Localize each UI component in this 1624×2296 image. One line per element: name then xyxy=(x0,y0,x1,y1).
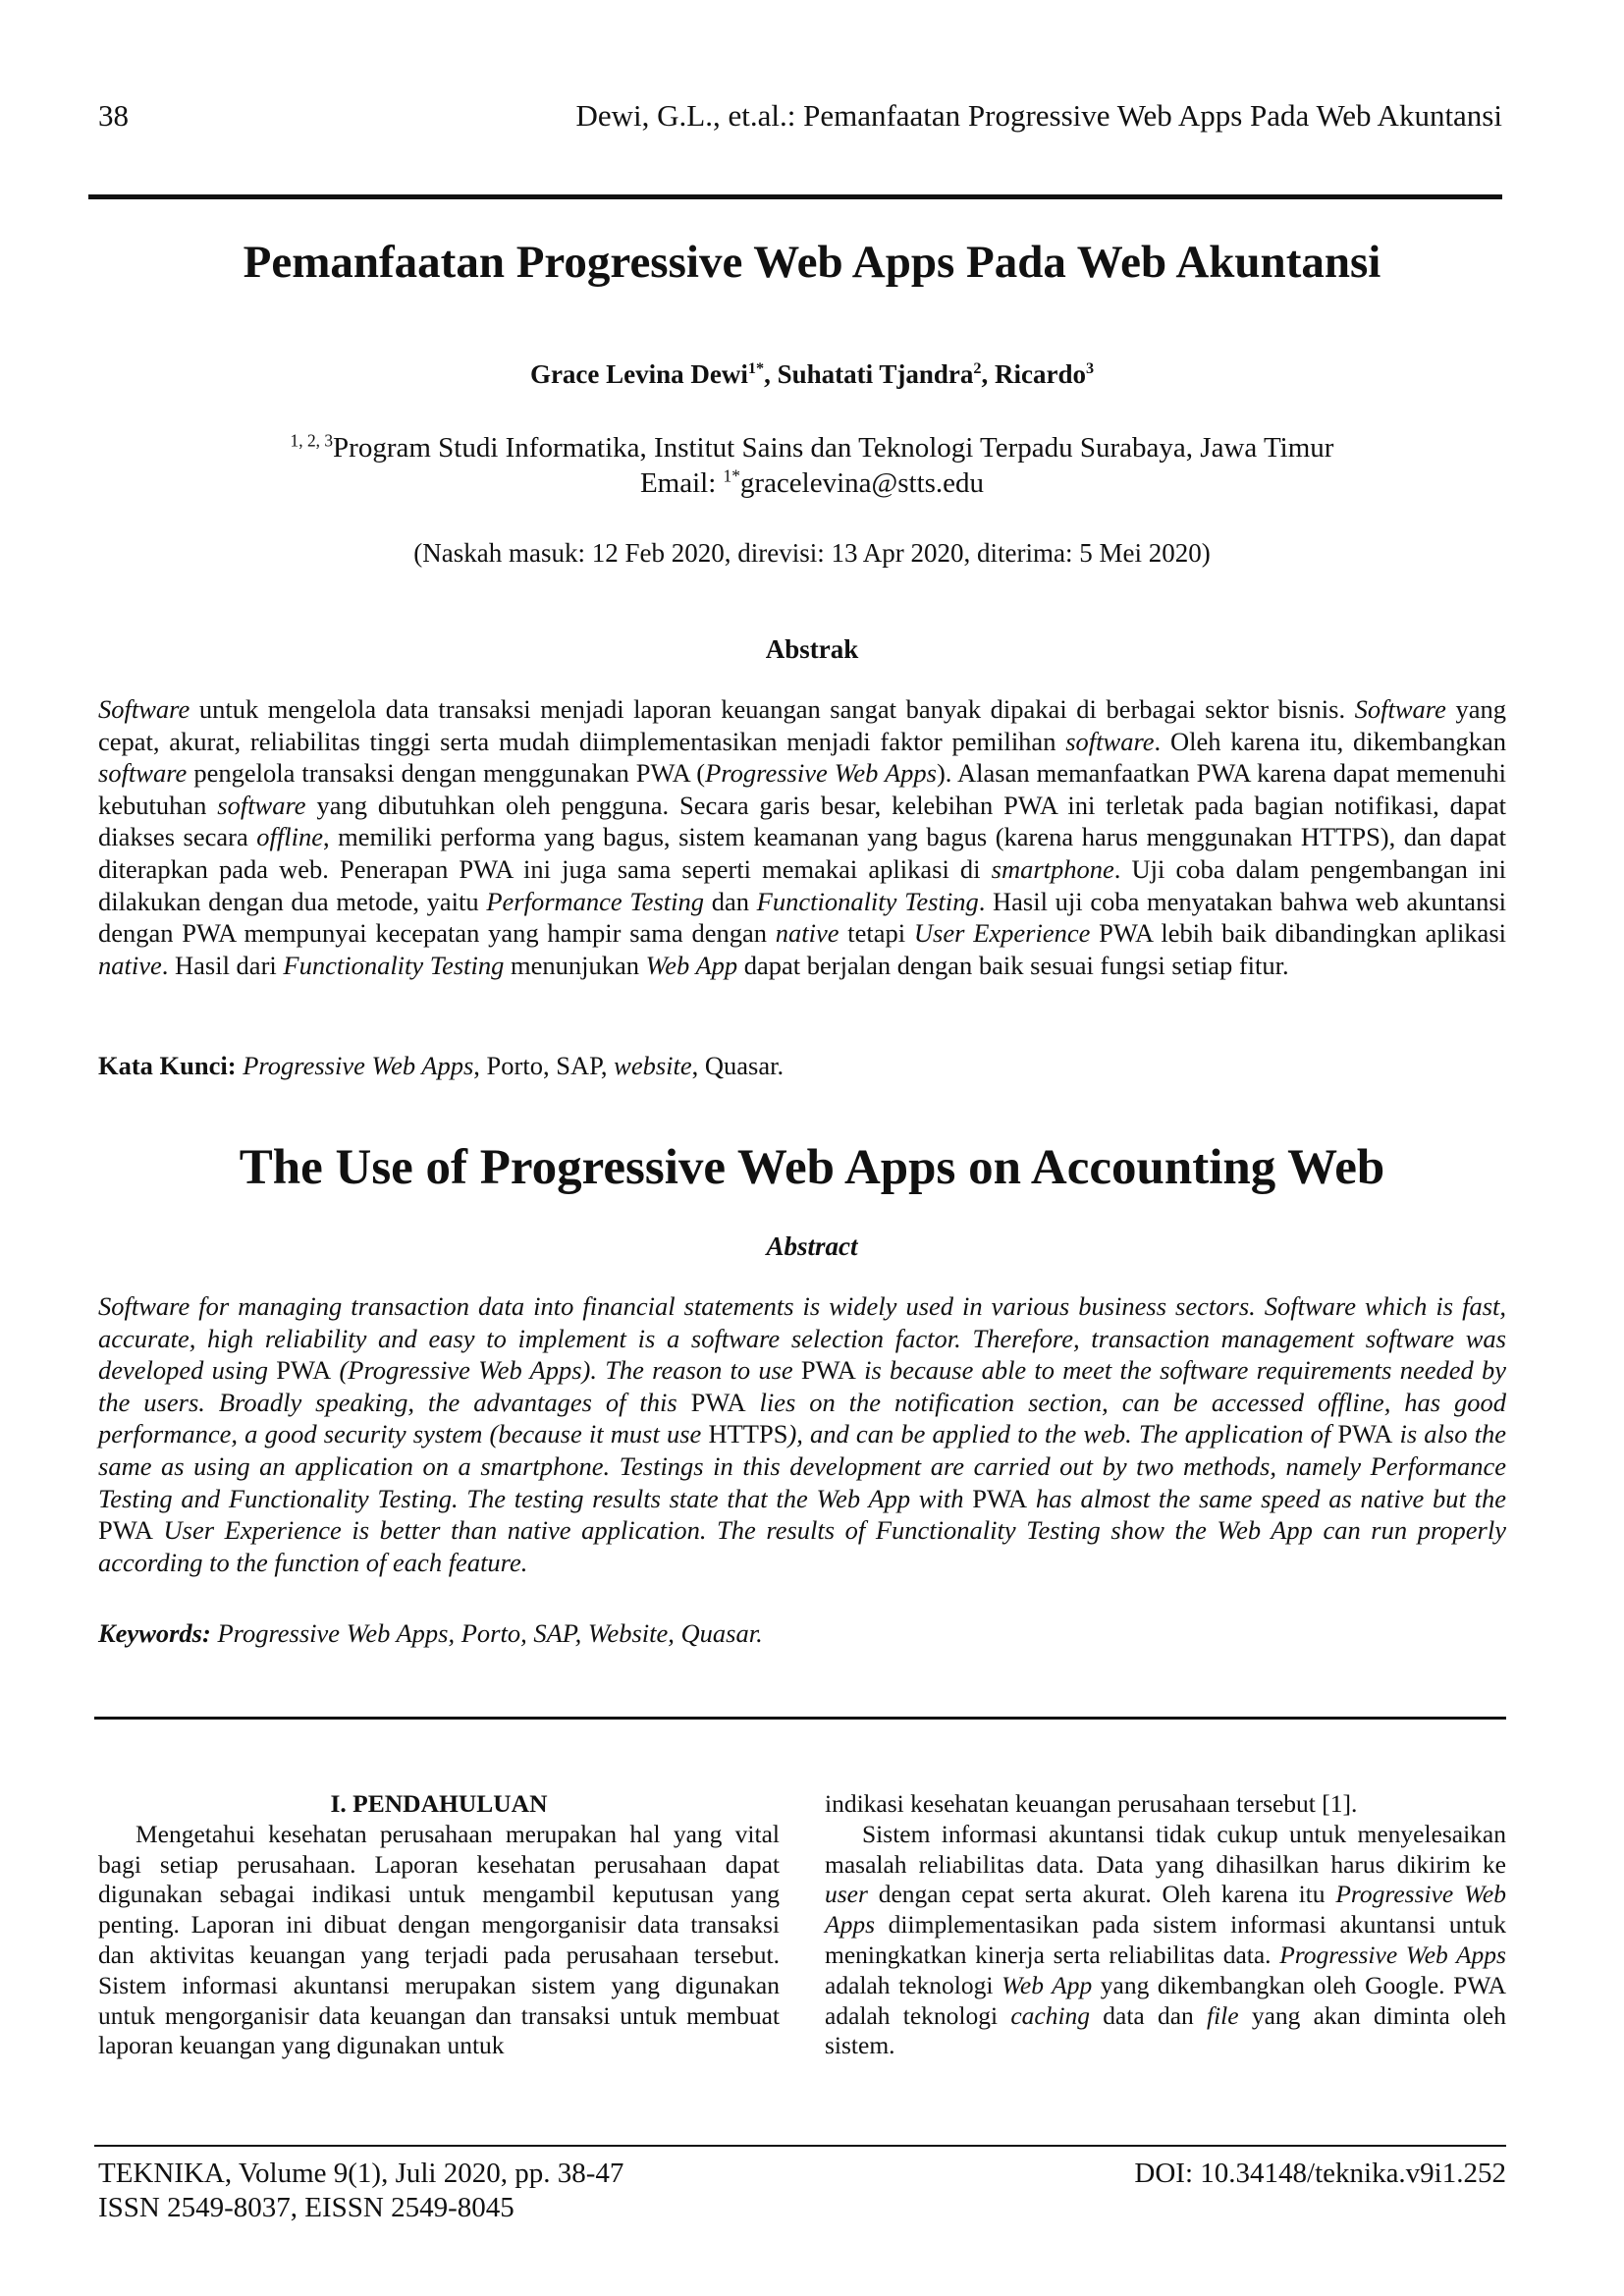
author-name: Grace Levina Dewi xyxy=(529,359,748,389)
text-run: Software xyxy=(1354,694,1446,724)
email-label: Email: xyxy=(639,467,724,499)
text-run: yang akan diminta oleh sistem. xyxy=(825,2000,1506,2060)
text-run: dan xyxy=(704,886,757,916)
text-run: offline xyxy=(256,822,323,852)
text-run: untuk mengelola data transaksi menjadi laporan keuangan sangat banyak dipakai di berbagai sektor bisnis. xyxy=(189,694,1355,724)
text-run: Progressive Web Apps xyxy=(825,1880,1506,1940)
text-run: PWA xyxy=(276,1355,332,1386)
text-run: User Experience xyxy=(913,918,1091,949)
text-run: PWA xyxy=(98,1515,153,1546)
kata-kunci-label: Kata Kunci: xyxy=(98,1051,237,1080)
text-run: , memiliki performa yang bagus, sistem keamanan yang bagus (karena harus menggunakan HTTPS), dan dapat diterapkan pada web. Penerapan PWA ini juga sama seperti memakai aplikasi di xyxy=(98,822,1506,884)
abstrak-body xyxy=(98,693,1506,981)
keywords-label: Keywords: xyxy=(98,1618,211,1648)
text-run: software xyxy=(217,790,306,820)
text-run: dengan cepat serta akurat. Oleh karena itu xyxy=(867,1880,1336,1909)
paragraph xyxy=(825,1820,1506,2061)
author-sep: , xyxy=(981,359,995,389)
text-run: data dan xyxy=(1090,2000,1208,2030)
submission-dates: (Naskah masuk: 12 Feb 2020, direvisi: 13 Apr 2020, diterima: 5 Mei 2020) xyxy=(413,538,1211,568)
text-run: Software for managing transaction data into financial statements is widely used in various business sectors. Software which is fast, accurate, high reliability and easy to implement is a software selection factor. Therefore, transaction management software was developed using xyxy=(98,1291,1506,1386)
author-sep: , xyxy=(764,359,778,389)
keywords-text: Progressive Web Apps, Porto, SAP, Website, Quasar. xyxy=(210,1618,763,1648)
footer-journal-info xyxy=(98,2157,623,2225)
body-column-right xyxy=(825,1789,1506,2061)
author-list xyxy=(0,359,1624,390)
keywords-en xyxy=(98,1618,1506,1649)
text-run: yang cepat, akurat, reliabilitas tinggi serta mudah diimplementasikan menjadi faktor pemilihan xyxy=(98,694,1506,756)
text-run: native xyxy=(98,950,162,980)
text-run: yang dikembangkan oleh Google. PWA adalah teknologi xyxy=(825,1970,1506,2030)
text-run: software xyxy=(1065,726,1155,756)
text-run: user xyxy=(825,1880,868,1909)
text-run: (Progressive Web Apps). The reason to use xyxy=(331,1355,801,1386)
body-column-left xyxy=(98,1789,780,2061)
author-sup: 3 xyxy=(1085,359,1095,377)
text-run: lies on the notification section, can be accessed offline, has good performance, a good security system (because it must use xyxy=(98,1387,1506,1449)
kata-kunci-text xyxy=(237,1051,785,1080)
text-run: diimplementasikan pada sistem informasi akuntansi untuk meningkatkan kinerja serta reliabilitas data. xyxy=(825,1910,1506,1969)
text-run: . Uji coba dalam pengembangan ini dilakukan dengan dua metode, yaitu xyxy=(98,853,1506,916)
text-run: Software xyxy=(98,694,190,724)
text-run: dapat berjalan dengan baik sesuai fungsi setiap fitur. xyxy=(737,950,1289,980)
text-run: is because able to meet the software requirements needed by the users. Broadly speaking, the advantages of this xyxy=(98,1355,1506,1417)
text-run: is also the same as using an application on a smartphone. Testings in this development are carried out by two methods, namely Performance Testing and Functionality Testing. The testing results state that the Web App with xyxy=(98,1419,1507,1513)
text-run: . Hasil dari xyxy=(161,950,284,980)
text-run: yang dibutuhkan oleh pengguna. Secara garis besar, kelebihan PWA ini terletak pada bagian notifikasi, dapat diakses secara xyxy=(98,790,1506,852)
paper-title-id: Pemanfaatan Progressive Web Apps Pada Web Akuntansi xyxy=(243,237,1381,288)
text-run: smartphone xyxy=(991,853,1114,884)
header-rule xyxy=(88,194,1502,199)
text-run: Progressive Web Apps xyxy=(1279,1940,1506,1969)
text-run: has almost the same speed as native but the xyxy=(1027,1483,1506,1513)
affiliation-sup: 1, 2, 3 xyxy=(290,430,334,451)
kata-kunci xyxy=(98,1051,1506,1081)
journal-citation: TEKNIKA, Volume 9(1), Juli 2020, pp. 38-47 xyxy=(98,2158,624,2189)
text-run: PWA lebih baik dibandingkan aplikasi xyxy=(1090,918,1506,949)
text-run: PWA xyxy=(690,1387,746,1417)
running-title: Dewi, G.L., et.al.: Pemanfaatan Progressive Web Apps Pada Web Akuntansi xyxy=(575,98,1502,133)
affiliation-text: Program Studi Informatika, Institut Sains dan Teknologi Terpadu Surabaya, Jawa Timur xyxy=(333,432,1334,464)
text-run: caching xyxy=(1010,2000,1091,2030)
text-run: . Hasil uji coba menyatakan bahwa web akuntansi dengan PWA mempunyai kecepatan yang hampir sama dengan xyxy=(98,886,1506,949)
text-run: tetapi xyxy=(839,918,914,949)
text-run: ), and can be applied to the web. The application of xyxy=(787,1419,1338,1449)
author-name: Ricardo xyxy=(994,359,1086,389)
issn: ISSN 2549-8037, EISSN 2549-8045 xyxy=(98,2192,514,2223)
paragraph-continuation: indikasi kesehatan keuangan perusahaan tersebut [1]. xyxy=(825,1789,1358,1818)
text-run: Functionality Testing xyxy=(756,886,979,916)
text-run: Functionality Testing xyxy=(283,950,505,980)
text-run: PWA xyxy=(800,1355,856,1386)
text-run: , Quasar. xyxy=(691,1051,785,1080)
author-sup: 1* xyxy=(747,359,765,377)
abstract-body xyxy=(98,1290,1506,1578)
email-sup: 1* xyxy=(723,465,740,486)
abstract-heading: Abstract xyxy=(766,1231,858,1261)
text-run: Performance Testing xyxy=(486,886,704,916)
affiliation xyxy=(0,430,1624,501)
text-run: ). Alasan memanfaatkan PWA karena dapat memenuhi kebutuhan xyxy=(98,758,1506,820)
text-run: PWA xyxy=(1337,1419,1393,1449)
text-run: native xyxy=(775,918,839,949)
author-name: Suhatati Tjandra xyxy=(777,359,974,389)
text-run: , Porto, SAP, xyxy=(473,1051,615,1080)
footer-doi[interactable]: DOI: 10.34148/teknika.v9i1.252 xyxy=(1134,2158,1506,2189)
text-run: menunjukan xyxy=(504,950,646,980)
text-run: User Experience is better than native application. The results of Functionality Testing show the Web App can run properly according to the function of each feature. xyxy=(98,1515,1506,1577)
author-sup: 2 xyxy=(973,359,982,377)
text-run: Progressive Web Apps xyxy=(705,758,937,789)
text-run: pengelola transaksi dengan menggunakan PWA ( xyxy=(187,758,706,789)
abstrak-heading: Abstrak xyxy=(765,634,859,664)
text-run: software xyxy=(98,758,188,789)
text-run: adalah teknologi xyxy=(825,1970,1002,1999)
page-number: 38 xyxy=(98,98,129,133)
section-rule xyxy=(94,1717,1506,1720)
paper-title-en: The Use of Progressive Web Apps on Accounting Web xyxy=(239,1140,1385,1195)
section-heading: I. PENDAHULUAN xyxy=(330,1789,548,1818)
text-run: Web App xyxy=(645,950,738,980)
text-run: PWA xyxy=(972,1483,1028,1513)
text-run: Web App xyxy=(1001,1970,1093,1999)
paragraph: Mengetahui kesehatan perusahaan merupakan hal yang vital bagi setiap perusahaan. Laporan kesehatan perusahaan dapat digunakan sebagai indikasi untuk mengambil keputusan yang penting. Laporan ini dibuat dengan mengorganisir data transaksi dan aktivitas keuangan yang terjadi pada perusahaan tersebut. Sistem informasi akuntansi merupakan sistem yang digunakan untuk mengorganisir data keuangan dan transaksi untuk membuat laporan keuangan yang digunakan untuk xyxy=(98,1819,780,2060)
email-address[interactable]: gracelevina@stts.edu xyxy=(739,467,985,499)
text-run: . Oleh karena itu, dikembangkan xyxy=(1154,726,1507,756)
text-run: Progressive Web Apps xyxy=(243,1051,474,1080)
text-run: Sistem informasi akuntansi tidak cukup untuk menyelesaikan masalah reliabilitas data. Data yang dihasilkan harus dikirim ke xyxy=(825,1819,1506,1879)
text-run: website xyxy=(614,1051,692,1080)
text-run: HTTPS xyxy=(708,1419,788,1449)
text-run: file xyxy=(1207,2000,1239,2030)
footer-rule xyxy=(94,2145,1506,2147)
